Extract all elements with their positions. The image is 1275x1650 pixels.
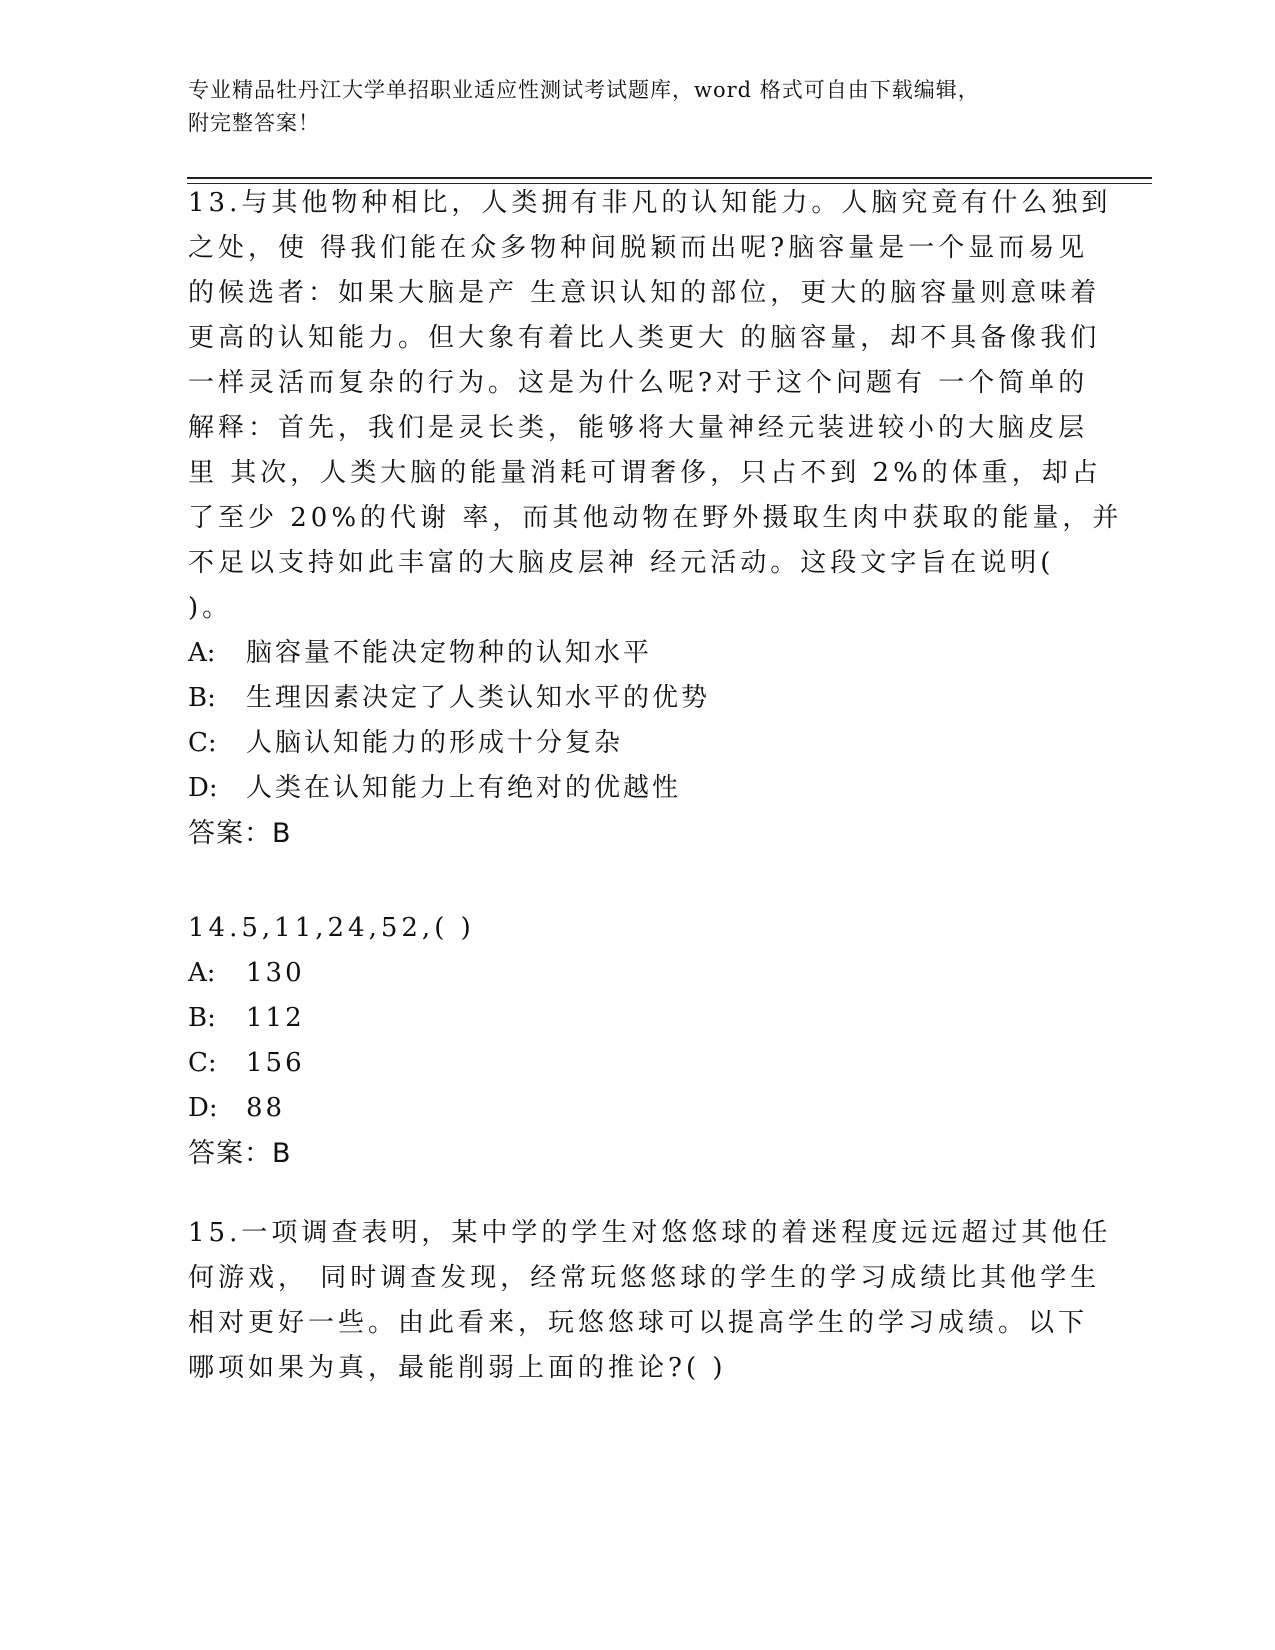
option-d: [188, 1086, 1068, 1131]
option-key: C:: [188, 1048, 217, 1078]
option-key: A:: [188, 958, 216, 988]
header-line-2: 附完整答案！: [188, 111, 320, 135]
stem-line: 里 其次，人类大脑的能量消耗可谓奢侈，只占不到 2%的体重，却占: [188, 458, 1102, 488]
question-15: [188, 1211, 1112, 1391]
option-key: A:: [188, 638, 216, 668]
option-text: 生理因素决定了人类认知水平的优势: [246, 683, 711, 713]
question-13: [188, 181, 1123, 856]
stem-line: 一样灵活而复杂的行为。这是为什么呢?对于这个问题有 一个简单的: [188, 368, 1089, 398]
question-stem: [188, 181, 1123, 631]
option-text: 88: [246, 1093, 286, 1123]
stem-line: 14.5,11,24,52,( ): [188, 913, 475, 943]
stem-line: 解释：首先，我们是灵长类，能够将大量神经元装进较小的大脑皮层: [188, 413, 1089, 443]
stem-line: 哪项如果为真，最能削弱上面的推论?( ): [188, 1353, 727, 1383]
stem-line: 更高的认知能力。但大象有着比人类更大 的脑容量，却不具备像我们: [188, 323, 1101, 353]
option-text: 人脑认知能力的形成十分复杂: [246, 728, 624, 758]
option-text: 156: [246, 1048, 305, 1078]
option-a: [188, 951, 1068, 996]
option-key: B:: [188, 1003, 216, 1033]
option-text: 人类在认知能力上有绝对的优越性: [246, 773, 682, 803]
option-b: [188, 676, 1068, 721]
option-c: [188, 1041, 1068, 1086]
header-divider-thick: [187, 177, 1152, 179]
option-key: B:: [188, 683, 216, 713]
document-header: [188, 74, 1068, 140]
option-key: C:: [188, 728, 217, 758]
answer-line: 答案：B: [188, 1138, 292, 1169]
stem-line: 13.与其他物种相比，人类拥有非凡的认知能力。人脑究竟有什么独到: [188, 188, 1112, 218]
question-stem: [188, 906, 1068, 951]
stem-line: 了至少 20%的代谢 率，而其他动物在野外摄取生肉中获取的能量，并: [188, 503, 1123, 533]
option-text: 112: [246, 1003, 305, 1033]
option-b: [188, 996, 1068, 1041]
question-stem: [188, 1211, 1112, 1391]
option-text: 脑容量不能决定物种的认知水平: [246, 638, 653, 668]
header-line-1: 专业精品牡丹江大学单招职业适应性测试考试题库，word 格式可自由下载编辑，: [188, 78, 980, 102]
option-key: D:: [188, 773, 218, 803]
stem-line: 的候选者：如果大脑是产 生意识认知的部位，更大的脑容量则意味着: [188, 278, 1101, 308]
stem-line: )。: [188, 593, 233, 623]
stem-line: 相对更好一些。由此看来，玩悠悠球可以提高学生的学习成绩。以下: [188, 1308, 1089, 1338]
option-a: [188, 631, 1068, 676]
stem-line: 何游戏， 同时调查发现，经常玩悠悠球的学生的学习成绩比其他学生: [188, 1263, 1101, 1293]
stem-line: 15.一项调查表明，某中学的学生对悠悠球的着迷程度远远超过其他任: [188, 1218, 1112, 1248]
option-text: 130: [246, 958, 305, 988]
answer-line: 答案：B: [188, 818, 292, 849]
question-14: [188, 906, 1068, 1176]
stem-line: 之处，使 得我们能在众多物种间脱颖而出呢?脑容量是一个显而易见: [188, 233, 1089, 263]
option-d: [188, 766, 1068, 811]
stem-line: 不足以支持如此丰富的大脑皮层神 经元活动。这段文字旨在说明(: [188, 548, 1055, 578]
option-key: D:: [188, 1093, 218, 1123]
option-c: [188, 721, 1068, 766]
